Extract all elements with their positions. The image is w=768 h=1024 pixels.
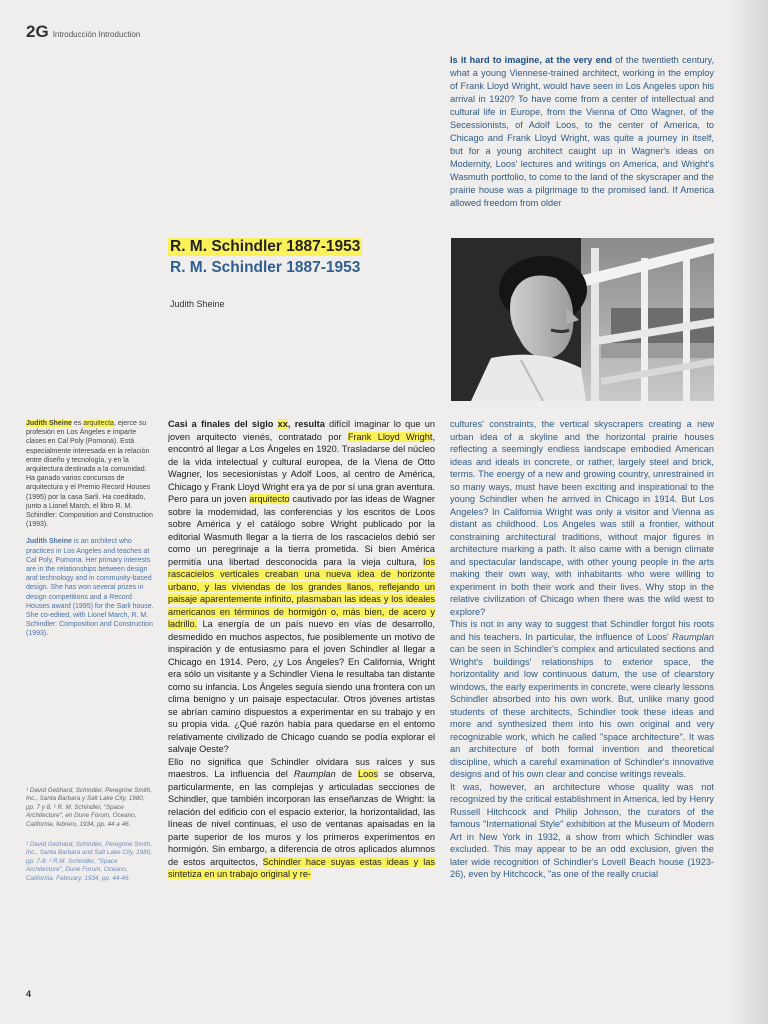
en-paragraph-2 <box>450 618 714 781</box>
es-p2-text-b: de <box>335 769 359 779</box>
es-lead-end: , resulta <box>287 419 325 429</box>
author-name: Judith Sheine <box>170 299 225 309</box>
es-text-1: difícil imaginar lo que un joven arquitecto vienés, contratado por <box>168 419 435 442</box>
body-english <box>450 418 714 881</box>
intro-lead: Is it hard to imagine, at the very end <box>450 55 612 65</box>
footnotes-spanish: ¹ David Gebhard, Schindler, Peregrine Smith, Inc., Santa Barbara y Salt Lake City, 1980, pp. 7 y 8. ² R. M. Schindler, "Space Architecture", en Dune Forum, Oceano, California, febrero, 1934, pp. 44 a 46. <box>26 787 152 828</box>
bio-es-highlight: arquitecta <box>83 420 114 427</box>
es-text-2: , encontró al llegar a Los Ángeles en 1920. Trasladarse del núcleo de la vida intelectual y cultural europea, de la Viena de Otto Wagner, los secesionistas y Adolf Loos, al centro de América, Chicago y Frank Lloyd Wright era ya de por sí una gran aventura. Pero para un joven <box>168 431 435 504</box>
footnotes-english: ¹ David Gebhard, Schindler, Peregrine Smith, Inc., Santa Barbara and Salt Lake City, 1980, pp. 7-8. ² R.M. Schindler, "Space Architecture", Dune Forum, Oceano, California, February, 1934, pp. 44-46. <box>26 841 152 882</box>
bio-en-text: is an architect who practices in Los Angeles and teaches at Cal Poly, Pomona. Her primary interests are in the relationships between design and technology and in community-based design. She has won several prizes in design competitions and a Record Houses award (1995) for the Sarli house. She co-edited, with Lionel March, R. M. Schindler: Composition and Construction (1993). <box>26 538 154 638</box>
en-paragraph-3: It was, however, an architecture whose quality was not recognized by the critical establishment in America, led by Henry Russell Hitchcock and Philip Johnson, the curators of the famous "International Style" exhibition at the Museum of Modern Art in New York in 1932, a show from which Schindler was excluded. This may appear to be an odd exclusion, given the later wide recognition of Schindler's Lovell Beach house (1923-26), even by Hitchcock, "as one of the really crucial <box>450 781 714 879</box>
body-spanish <box>168 418 435 881</box>
title-spanish: R. M. Schindler 1887-1953 <box>170 238 361 255</box>
en-paragraph-1: cultures' constraints, the vertical skyscrapers creating a new urban idea of a skyline and the horizontal prairie houses reflecting a seemingly endless landscape embodied American ideas and ideals in concrete, or rather, largely steel and brick, terms. The energy of a new and growing country, unrestrained in so many ways, must have been exciting and inspirational to the young Schindler when he arrived in Chicago in 1914. But Los Angeles? In California Wright was only a visitor and Vienna as distant as childhood. Los Angeles was still a frontier, without constraining architectural traditions, without major figures in architecture marking a path. It also came with a benign climate and spectacular landscape, with other young people in the arts making their own way, with inhabitants who were willing to experiment in both their work and their lives. Why stop in the relative civilization of Chicago when there was the wild west to explore? <box>450 419 714 617</box>
running-head <box>26 22 140 42</box>
es-text-4: La energía de un país nuevo en vías de desarrollo, desmedido en muchos aspectos, fue posiblemente un motivo de inspiración y de entusiasmo para el joven Schindler al llegar a Chicago en 1914. Pero, ¿y Los Ángeles? En California, Wright era sólo un visitante y a Schindler Viena le resultaba tan distante como su infancia. Los Ángeles seguía siendo una frontera con un clima benigno y un paisaje espectacular. Otros jóvenes artistas se abrían camino dispuestos a experimentar en su trabajo y en su propia vida. ¿Qué razón había para quedarse en el entorno relativamente civilizado de Chicago cuando se podía explorar el salvaje Oeste? <box>168 619 435 754</box>
es-highlight-loos: Loos <box>358 769 378 779</box>
page-shadow <box>728 0 768 1024</box>
es-raumplan: Raumplan <box>293 769 336 779</box>
es-text-3: cautivado por las ideas de Wagner sobre la modernidad, las conferencias y los escritos de Loos sobre América y el catálogo sobre Wright publicado por la editorial Wasmuth llegar a la tierra de los rascacielos debió ser como un peregrinaje a la tierra prometida. Si bien América permitía una libertad desconocida para la vieja cultura, <box>168 494 435 567</box>
bio-es-text: , ejerce su profesión en Los Ángeles e imparte clases en Cal Poly (Pomona). Está especialmente interesada en la relación entre diseño y tecnología, y en la arquitectura destinada a la comunidad. Ha ganado varios concursos de arquitectura y el Premio Record Houses (1995) por la casa Sarli. Ha coeditado, junto a Lionel March, el libro R. M. Schindler: Composition and Construction (1993). <box>26 420 153 529</box>
section-label: Introducción Introduction <box>52 30 141 39</box>
es-highlight-end: Schindler hace suyas estas ideas y las sintetiza en un trabajo original y re- <box>168 856 435 879</box>
title-block <box>168 238 438 309</box>
es-highlight-arquitecto: arquitecto <box>249 494 290 504</box>
footnotes <box>26 787 154 895</box>
bio-spanish <box>26 419 154 529</box>
es-paragraph-2 <box>168 756 435 881</box>
intro-body: of the twentieth century, what a young Viennese-trained architect, working in the employ of Frank Lloyd Wright, would have seen in Los Angeles upon his arrival in 1920? To have come from a center of intellectual and cultural life in Europe, from the Vienna of Otto Wagner, of the Secessionists, of Adolf Loos, to the center of America, to Chicago and Frank Lloyd Wright, was quite a journey in itself, but for a young architect caught up in Wagner's ideas on Modernity, Loos' lectures and writings on America, and Wright's Wasmuth portfolio, to come to the land of the skyscraper and the prairie house was a pilgrimage to the promised land. If America allowed freedom from older <box>450 55 714 208</box>
intro-paragraph <box>450 54 714 210</box>
en-p2-text-b: can be seen in Schindler's complex and articulated sections and Wright's buildings' relationships to exterior space, the horizontality and low continuous datum, the use of clearstory windows, the early experiments in concrete, were clearly lessons Schindler absorbed into his own work. But, unlike many good students of these architects, Schindler took these ideas and more and synthesized them into his own original and very recognizable work, which he called "space architecture". It was an architecture of both formal invention and theoretical discipline, which a careful examination of Schindler's innovative designs and of his own clear and concise writings reveals. <box>450 644 714 779</box>
issue-number: 2G <box>26 22 49 41</box>
bio-en-name: Judith Sheine <box>26 538 72 546</box>
title-english: R. M. Schindler 1887-1953 <box>170 259 361 276</box>
en-raumplan: Raumplan <box>672 631 714 642</box>
es-p2-text-c: se observa, particularmente, en las complejas y articuladas secciones de Schindler, que también incorporan las enseñanzas de Wright: la relación del edificio con el espacio exterior, la horizontalidad, las líneas de nivel continuas, el uso de ventanas apaisadas en la parte superior de los muros y los primeros experimentos en hormigón. Sin embargo, a diferencia de otros aplicados alumnos de estos arquitectos, <box>168 769 436 867</box>
es-lead: Casi a finales del siglo <box>168 419 278 429</box>
en-p2-text-a: This is not in any way to suggest that Schindler forgot his roots and his teachers. In particular, the influence of Loos' <box>450 619 714 642</box>
es-paragraph-1 <box>168 418 435 756</box>
es-p2-text-a: Ello no significa que Schindler olvidara sus raíces y sus maestros. La influencia del <box>168 756 435 779</box>
bio-english <box>26 537 154 638</box>
bio-es-name: Judith Sheine <box>26 420 72 427</box>
es-lead-highlight: xx <box>277 419 288 429</box>
page-number: 4 <box>26 989 32 999</box>
es-highlight-flw: Frank Lloyd Wright <box>347 431 433 442</box>
bio-es-connector: es <box>71 420 84 427</box>
portrait-photo <box>451 238 714 401</box>
es-highlight-skyscrapers: los rascacielos verticales creaban una nueva idea de horizonte urbano, y las viviendas de los grandes llanos, reflejando un paisaje aparentemente infinito, plasmaban las ideas y los ideales americanos en términos de hormigón o, más bien, de acero y ladrillo. <box>168 556 435 629</box>
portrait-image <box>451 238 714 401</box>
author-bio <box>26 419 154 647</box>
